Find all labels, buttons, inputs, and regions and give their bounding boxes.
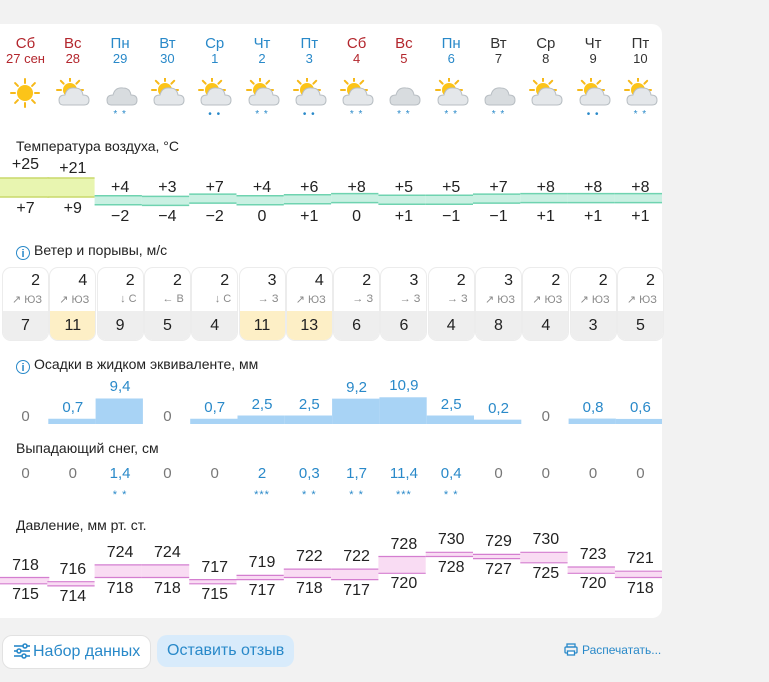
day-name: Чт (253, 35, 271, 52)
snowflake-icon: * * (112, 489, 128, 501)
precip-value: 2,5 (440, 395, 462, 413)
day-name: Сб (346, 35, 367, 52)
wind-gust: 11 (50, 311, 95, 340)
feedback-button[interactable]: Оставить отзыв (157, 635, 294, 667)
temp-max-value: +6 (300, 179, 319, 196)
precip-marks: * * (349, 109, 364, 120)
snow-value: 0 (163, 465, 172, 482)
day-header[interactable] (97, 36, 144, 66)
pressure-min-value: 717 (248, 581, 276, 599)
wind-speed: 2 (362, 272, 372, 289)
precip-marks: • • (302, 109, 316, 120)
wind-direction: → З (352, 293, 374, 305)
temp-min-value: 0 (257, 208, 267, 225)
wind-gust: 4 (192, 311, 237, 340)
day-name: Сб (15, 35, 36, 52)
temp-max-value: +21 (59, 160, 87, 177)
pressure-max-value: 717 (201, 558, 229, 576)
day-header[interactable] (428, 36, 475, 66)
wind-direction: ↓ С (120, 293, 137, 305)
snow-title: Выпадающий снег, см (16, 440, 159, 456)
day-name: Чт (584, 35, 602, 52)
snow-value: 0,4 (440, 465, 462, 482)
day-header[interactable] (144, 36, 191, 66)
wind-gust: 13 (287, 311, 332, 340)
precip-value: 2,5 (251, 395, 273, 413)
precip-value: 0,2 (488, 399, 509, 417)
temp-max-value: +5 (394, 179, 414, 196)
wind-direction: ← В (162, 293, 184, 305)
pressure-max-value: 723 (579, 546, 607, 563)
temp-max-value: +8 (631, 179, 650, 196)
day-date: 29 (112, 51, 128, 66)
pressure-band (47, 582, 94, 586)
day-header[interactable] (522, 36, 569, 66)
pressure-min-value: 718 (154, 579, 181, 597)
day-name: Вс (64, 35, 82, 52)
pressure-min-value: 715 (201, 585, 229, 603)
dataset-button[interactable] (2, 635, 151, 669)
wind-direction: → З (257, 293, 279, 305)
print-link-label: Распечатать... (582, 643, 662, 657)
day-name: Пн (441, 35, 461, 52)
day-date: 27 сен (6, 51, 45, 66)
temp-min-value: +1 (583, 208, 603, 225)
pressure-max-value: 724 (154, 543, 181, 561)
wind-gust: 7 (3, 311, 48, 340)
day-name: Пт (300, 35, 319, 52)
day-date: 10 (633, 51, 648, 66)
precip-bar (616, 419, 662, 424)
temp-max-value: +5 (442, 179, 461, 196)
wind-gust: 8 (476, 311, 521, 340)
snow-value: 0 (210, 465, 219, 482)
day-date: 8 (542, 51, 550, 66)
day-header[interactable] (191, 36, 238, 66)
wind-direction: ↗ ЮЗ (532, 294, 563, 306)
pressure-min-value: 727 (485, 560, 512, 578)
temp-max-value: +4 (252, 179, 272, 196)
pressure-min-value: 720 (390, 575, 418, 593)
snow-value: 11,4 (389, 465, 418, 482)
precip-bar (190, 419, 237, 424)
wind-direction: ↗ ЮЗ (626, 294, 657, 306)
wind-speed: 2 (598, 272, 608, 289)
pressure-max-value: 722 (343, 548, 370, 566)
info-icon[interactable]: i (16, 360, 30, 374)
precip-value: 0,6 (629, 398, 651, 416)
temperature-title: Температура воздуха, °С (16, 138, 179, 154)
day-header[interactable] (333, 36, 380, 66)
temp-max-value: +7 (489, 179, 508, 196)
pressure-band (520, 552, 567, 563)
wind-speed: 3 (504, 272, 513, 289)
printer-icon (564, 643, 578, 659)
temp-min-value: +1 (300, 208, 319, 225)
wind-cell[interactable] (571, 268, 616, 340)
precip-value: 10,9 (389, 377, 419, 395)
wind-speed: 3 (409, 272, 419, 289)
wind-direction: ↗ ЮЗ (59, 294, 90, 306)
snow-value: 0 (541, 465, 550, 482)
wind-speed: 2 (645, 272, 655, 289)
day-header[interactable] (286, 36, 333, 66)
temp-band (0, 178, 49, 197)
pressure-band (331, 569, 378, 580)
wind-speed: 2 (172, 272, 182, 289)
precipitation-title-label: Осадки в жидком эквиваленте, мм (34, 356, 259, 372)
temp-min-value: 0 (352, 208, 362, 225)
pressure-min-value: 718 (627, 579, 654, 597)
wind-cell[interactable] (287, 268, 332, 340)
snowflake-icon: * * (301, 489, 317, 501)
precip-marks: * * (113, 109, 127, 120)
wind-direction: ↗ ЮЗ (579, 294, 610, 306)
day-name: Вт (159, 35, 176, 52)
snow-value: 0 (636, 465, 645, 482)
wind-gust: 4 (523, 311, 568, 340)
pressure-band (378, 557, 425, 574)
pressure-band (568, 567, 615, 573)
wind-direction: ↗ ЮЗ (484, 294, 515, 306)
temp-band (237, 196, 284, 205)
day-date: 28 (65, 51, 81, 66)
day-header[interactable] (570, 36, 617, 66)
wind-cell[interactable] (145, 268, 190, 340)
temp-min-value: −1 (442, 208, 461, 225)
day-header[interactable] (2, 36, 49, 66)
pressure-title: Давление, мм рт. ст. (16, 517, 147, 533)
wind-gust: 9 (98, 311, 143, 340)
temp-max-value: +8 (536, 179, 555, 196)
snowflake-icon: *** (254, 489, 270, 501)
pressure-max-value: 719 (248, 554, 276, 572)
pressure-band (473, 554, 520, 558)
wind-speed: 2 (125, 272, 135, 289)
wind-cell[interactable] (3, 268, 48, 340)
day-date: 30 (160, 51, 175, 66)
day-name: Пт (631, 35, 650, 52)
pressure-band (189, 580, 236, 584)
temp-max-value: +25 (11, 156, 40, 173)
wind-speed: 3 (267, 272, 277, 289)
pressure-max-value: 716 (59, 560, 87, 578)
snow-value: 1,4 (109, 465, 131, 482)
sliders-icon (13, 639, 31, 671)
temp-band (47, 178, 94, 197)
temp-max-value: +7 (205, 179, 224, 196)
pressure-min-value: 715 (12, 585, 39, 603)
pressure-min-value: 714 (59, 587, 87, 605)
wind-title-label: Ветер и порывы, м/с (34, 242, 168, 258)
precip-bar (48, 419, 95, 424)
day-date: 9 (589, 51, 597, 66)
precip-value: 0 (163, 408, 172, 425)
day-name: Пн (110, 35, 130, 52)
day-name: Вс (395, 35, 413, 52)
wind-direction: ↓ С (214, 293, 232, 305)
pressure-band (95, 565, 142, 578)
temp-max-value: +3 (158, 179, 177, 196)
precip-value: 9,4 (109, 378, 131, 396)
precip-value: 0 (541, 408, 550, 425)
wind-cell[interactable] (240, 268, 285, 340)
precip-bar (332, 399, 379, 424)
day-date: 1 (211, 51, 219, 66)
wind-cell[interactable] (381, 268, 426, 340)
cloud-shape (107, 88, 137, 105)
snow-value: 0 (21, 465, 30, 482)
pressure-min-value: 718 (295, 579, 323, 597)
pressure-min-value: 728 (437, 558, 465, 576)
temp-min-value: −1 (489, 208, 508, 225)
wind-gust: 5 (618, 311, 663, 340)
precip-bar (96, 398, 143, 424)
pressure-band (615, 571, 662, 577)
precip-value: 0,8 (582, 398, 604, 416)
temp-min-value: +9 (63, 200, 82, 217)
snowflake-icon: * * (349, 489, 364, 501)
wind-gust: 11 (240, 311, 285, 340)
wind-direction: ↗ ЮЗ (295, 294, 326, 306)
precip-bar (427, 416, 474, 425)
pressure-band (0, 578, 49, 584)
precip-bar (238, 416, 285, 425)
precip-value: 9,2 (346, 378, 368, 396)
wind-speed: 2 (551, 272, 561, 289)
pressure-max-value: 718 (12, 556, 39, 574)
precip-marks: • • (208, 109, 222, 120)
precip-bar (285, 416, 332, 425)
sun-shape (11, 79, 39, 107)
snow-value: 0 (68, 465, 77, 482)
pressure-max-value: 730 (437, 531, 465, 549)
day-header[interactable] (239, 36, 286, 66)
day-header[interactable] (49, 36, 96, 66)
day-date: 5 (400, 51, 408, 66)
wind-cell[interactable] (476, 268, 521, 340)
pressure-min-value: 720 (579, 575, 607, 593)
wind-cell[interactable] (334, 268, 379, 340)
day-header[interactable] (475, 36, 522, 66)
dataset-button-label: Набор данных (33, 643, 141, 660)
day-date: 6 (447, 51, 455, 66)
precip-value: 2,5 (298, 395, 320, 413)
wind-cell[interactable] (50, 268, 95, 340)
temp-min-value: −2 (110, 208, 130, 225)
snow-value: 0 (494, 465, 503, 482)
precipitation-title (16, 356, 258, 374)
sun-icon (8, 78, 44, 115)
precip-marks: * * (397, 109, 411, 120)
day-date: 7 (494, 51, 503, 66)
info-icon[interactable]: i (16, 246, 30, 260)
day-name: Ср (536, 35, 556, 52)
pressure-min-value: 718 (106, 579, 134, 597)
wind-direction: → З (446, 293, 468, 305)
snow-value: 0 (588, 465, 598, 482)
wind-cell[interactable] (429, 268, 474, 340)
wind-speed: 4 (314, 272, 324, 289)
wind-gust: 5 (145, 311, 190, 340)
snow-value: 2 (257, 465, 267, 482)
precip-bar (379, 397, 426, 424)
day-date: 3 (305, 51, 313, 66)
snow-value: 1,7 (346, 465, 368, 482)
cloud-shape (485, 88, 515, 105)
pressure-max-value: 721 (627, 550, 654, 568)
wind-cell[interactable] (192, 268, 237, 340)
temp-min-value: +1 (536, 208, 555, 225)
precip-value: 0 (21, 408, 30, 425)
day-date: 2 (258, 51, 266, 66)
pressure-min-value: 717 (343, 581, 370, 599)
precip-marks: • • (586, 109, 600, 120)
wind-title (16, 242, 167, 260)
precip-marks: * * (255, 109, 269, 120)
precip-marks: * * (491, 109, 506, 120)
precip-marks: * * (633, 109, 648, 120)
pressure-band (142, 565, 189, 578)
wind-direction: ↗ ЮЗ (11, 294, 42, 306)
precip-bar (474, 420, 521, 424)
temp-band (142, 196, 189, 205)
pressure-band (284, 569, 331, 577)
wind-gust: 4 (429, 311, 474, 340)
wind-cell[interactable] (98, 268, 143, 340)
temp-max-value: +8 (347, 179, 366, 196)
wind-speed: 2 (220, 272, 230, 289)
wind-speed: 2 (456, 272, 466, 289)
wind-gust: 6 (334, 311, 379, 340)
temp-max-value: +4 (110, 179, 130, 196)
wind-speed: 4 (78, 272, 88, 289)
pressure-max-value: 729 (485, 533, 512, 551)
wind-speed: 2 (31, 272, 40, 289)
cloud-shape (390, 88, 420, 105)
precip-value: 0,7 (204, 398, 226, 416)
day-header[interactable] (617, 36, 664, 66)
wind-cell[interactable] (523, 268, 568, 340)
temp-min-value: +1 (631, 208, 650, 225)
day-header[interactable] (380, 36, 427, 66)
precip-bar (569, 419, 616, 424)
snowflake-icon: *** (395, 489, 412, 501)
pressure-max-value: 724 (106, 543, 134, 561)
temp-band (95, 196, 142, 205)
sun-cloud-icon (528, 78, 564, 115)
wind-direction: → З (399, 293, 421, 305)
precip-marks: * * (444, 109, 458, 120)
day-name: Ср (205, 35, 225, 52)
wind-cell[interactable] (618, 268, 663, 340)
pressure-band (426, 552, 473, 556)
snow-value: 0,3 (298, 465, 320, 482)
pressure-min-value: 725 (532, 564, 560, 582)
day-name: Вт (490, 35, 507, 52)
day-date: 4 (352, 51, 361, 66)
temp-min-value: +1 (394, 208, 414, 225)
temp-min-value: −2 (205, 208, 224, 225)
pressure-max-value: 730 (532, 531, 560, 549)
temp-min-value: −4 (158, 208, 177, 225)
snowflake-icon: * * (443, 489, 459, 501)
temp-max-value: +8 (583, 179, 603, 196)
wind-gust: 6 (381, 311, 426, 340)
pressure-band (237, 575, 284, 579)
pressure-max-value: 728 (390, 535, 418, 553)
temp-min-value: +7 (16, 200, 35, 217)
wind-gust: 3 (571, 311, 616, 340)
precip-value: 0,7 (62, 398, 84, 416)
sun-cloud-icon (55, 78, 91, 115)
pressure-max-value: 722 (295, 548, 323, 566)
print-link[interactable] (564, 643, 661, 659)
sun-cloud-icon (150, 78, 186, 115)
